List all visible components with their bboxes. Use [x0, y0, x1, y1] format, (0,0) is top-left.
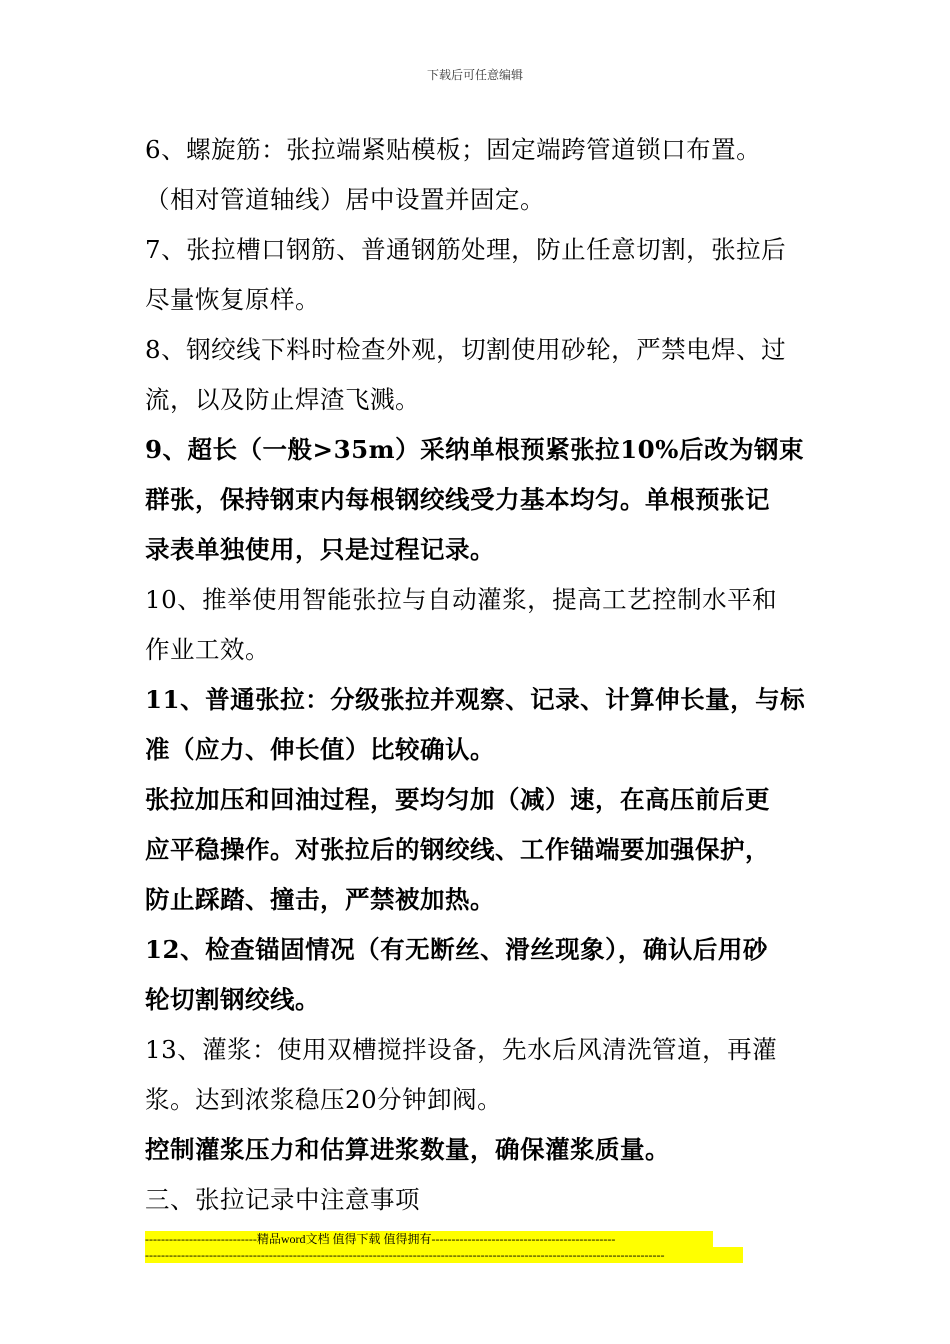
text-line: 应平稳操作。对张拉后的钢绞线、工作锚端要加强保护， — [145, 835, 770, 864]
footer-banner: ----------------------------精品word文档 值得下载 值得拥有---------------------------------------------- — [145, 1231, 713, 1247]
paragraph — [145, 675, 813, 775]
paragraph — [145, 225, 813, 325]
text-line: 浆。达到浓浆稳压20分钟卸阀。 — [145, 1085, 503, 1114]
text-line: 8、钢绞线下料时检查外观，切割使用砂轮，严禁电焊、过 — [145, 335, 787, 364]
text-line: 作业工效。 — [145, 635, 270, 664]
text-line: 防止踩踏、撞击，严禁被加热。 — [145, 885, 495, 914]
text-line: 群张，保持钢束内每根钢绞线受力基本均匀。单根预张记 — [145, 485, 770, 514]
text-line: 准（应力、伸长值）比较确认。 — [145, 735, 495, 764]
text-line: （相对管道轴线）居中设置并固定。 — [145, 185, 545, 214]
text-line: 三、张拉记录中注意事项 — [145, 1185, 420, 1214]
paragraph — [145, 1025, 813, 1125]
paragraph — [145, 575, 813, 675]
paragraph — [145, 775, 813, 925]
paragraph — [145, 1125, 813, 1175]
text-line: 9、超长（一般>35m）采纳单根预紧张拉10%后改为钢束 — [145, 435, 804, 464]
paragraph — [145, 1175, 813, 1225]
text-line: 录表单独使用，只是过程记录。 — [145, 535, 495, 564]
text-line: 10、推举使用智能张拉与自动灌浆，提高工艺控制水平和 — [145, 585, 778, 614]
text-line: 12、检查锚固情况（有无断丝、滑丝现象），确认后用砂 — [145, 935, 768, 964]
page-header: 下载后可任意编辑 — [426, 68, 523, 82]
paragraph — [145, 925, 813, 1025]
text-line: 6、螺旋筋：张拉端紧贴模板；固定端跨管道锁口布置。 — [145, 135, 762, 164]
text-line: 尽量恢复原样。 — [145, 285, 320, 314]
text-line: 轮切割钢绞线。 — [145, 985, 320, 1014]
text-line: 11、普通张拉：分级张拉并观察、记录、计算伸长量，与标 — [145, 685, 806, 714]
paragraph — [145, 125, 813, 225]
paragraph — [145, 425, 813, 575]
text-line: 流，以及防止焊渣飞溅。 — [145, 385, 420, 414]
document-body — [145, 125, 813, 1225]
text-line: 13、灌浆：使用双槽搅拌设备，先水后风清洗管道，再灌 — [145, 1035, 778, 1064]
page-footer — [145, 1231, 743, 1263]
text-line: 控制灌浆压力和估算进浆数量，确保灌浆质量。 — [145, 1135, 670, 1164]
text-line: 张拉加压和回油过程，要均匀加（减）速，在高压前后更 — [145, 785, 770, 814]
text-line: 7、张拉槽口钢筋、普通钢筋处理，防止任意切割，张拉后 — [145, 235, 787, 264]
paragraph — [145, 325, 813, 425]
footer-divider: ---------------------------------------------------------------------------------------------------------------------------------- — [145, 1247, 743, 1263]
